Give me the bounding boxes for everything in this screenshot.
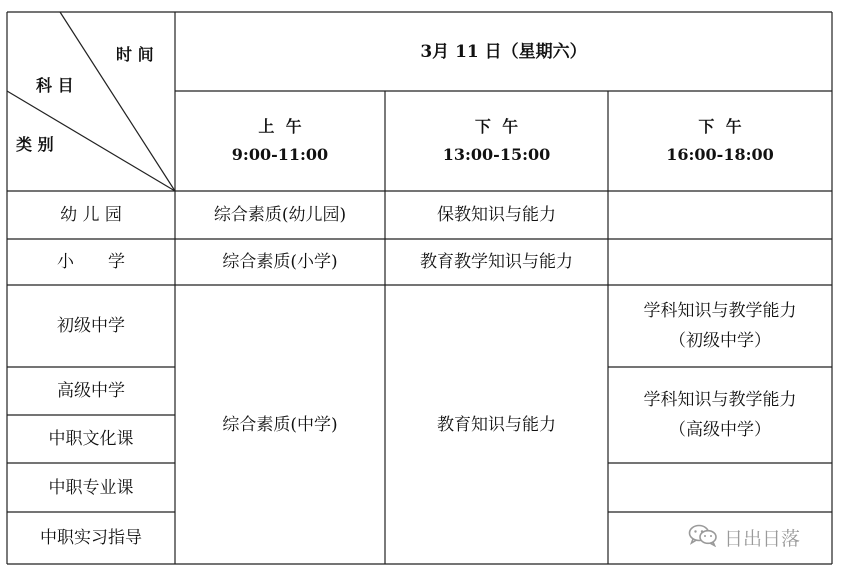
corner-subject-label: 科 目 <box>36 76 74 95</box>
corner-diagonal <box>60 12 175 191</box>
cell-primary-afternoon: 教育教学知识与能力 <box>420 252 573 272</box>
cell-primary-morning: 综合素质(小学) <box>222 252 338 272</box>
cell-line: （高级中学） <box>669 420 771 440</box>
category-senior-high: 高级中学 <box>57 381 125 401</box>
category-vocational-practice: 中职实习指导 <box>40 528 142 548</box>
cell-line: 学科知识与教学能力 <box>643 301 797 321</box>
category-vocational-major: 中职专业课 <box>48 477 134 498</box>
wechat-icon <box>688 523 718 552</box>
session-period: 上 午 <box>258 117 302 136</box>
session-period: 下 午 <box>698 117 742 136</box>
cell-senior-subject <box>608 367 832 463</box>
session-time: 13:00-15:00 <box>442 145 551 164</box>
date-header: 3月 11 日（星期六） <box>420 41 587 62</box>
corner-category-label: 类 别 <box>16 135 54 154</box>
category-vocational-culture: 中职文化课 <box>48 429 134 449</box>
cell-junior-subject <box>608 285 832 367</box>
session-period: 下 午 <box>474 117 519 136</box>
watermark-text: 日出日落 <box>724 527 801 550</box>
cell-secondary-morning: 综合素质(中学) <box>222 414 338 435</box>
session-time: 9:00-11:00 <box>231 145 329 164</box>
watermark <box>688 522 800 552</box>
category-junior-middle: 初级中学 <box>57 316 125 336</box>
session-header-morning <box>175 91 385 191</box>
cell-secondary-afternoon: 教育知识与能力 <box>437 414 556 435</box>
cell-kindergarten-afternoon: 保教知识与能力 <box>437 205 556 225</box>
cell-line: 学科知识与教学能力 <box>643 390 797 410</box>
category-kindergarten: 幼 儿 园 <box>60 205 122 225</box>
session-time: 16:00-18:00 <box>666 145 774 164</box>
session-header-afternoon-2 <box>608 91 832 191</box>
corner-time-label: 时 间 <box>116 45 154 64</box>
cell-line: （初级中学） <box>669 331 771 351</box>
session-header-afternoon-1 <box>385 91 608 191</box>
category-primary: 小 学 <box>57 252 125 272</box>
cell-kindergarten-morning: 综合素质(幼儿园) <box>213 205 347 225</box>
